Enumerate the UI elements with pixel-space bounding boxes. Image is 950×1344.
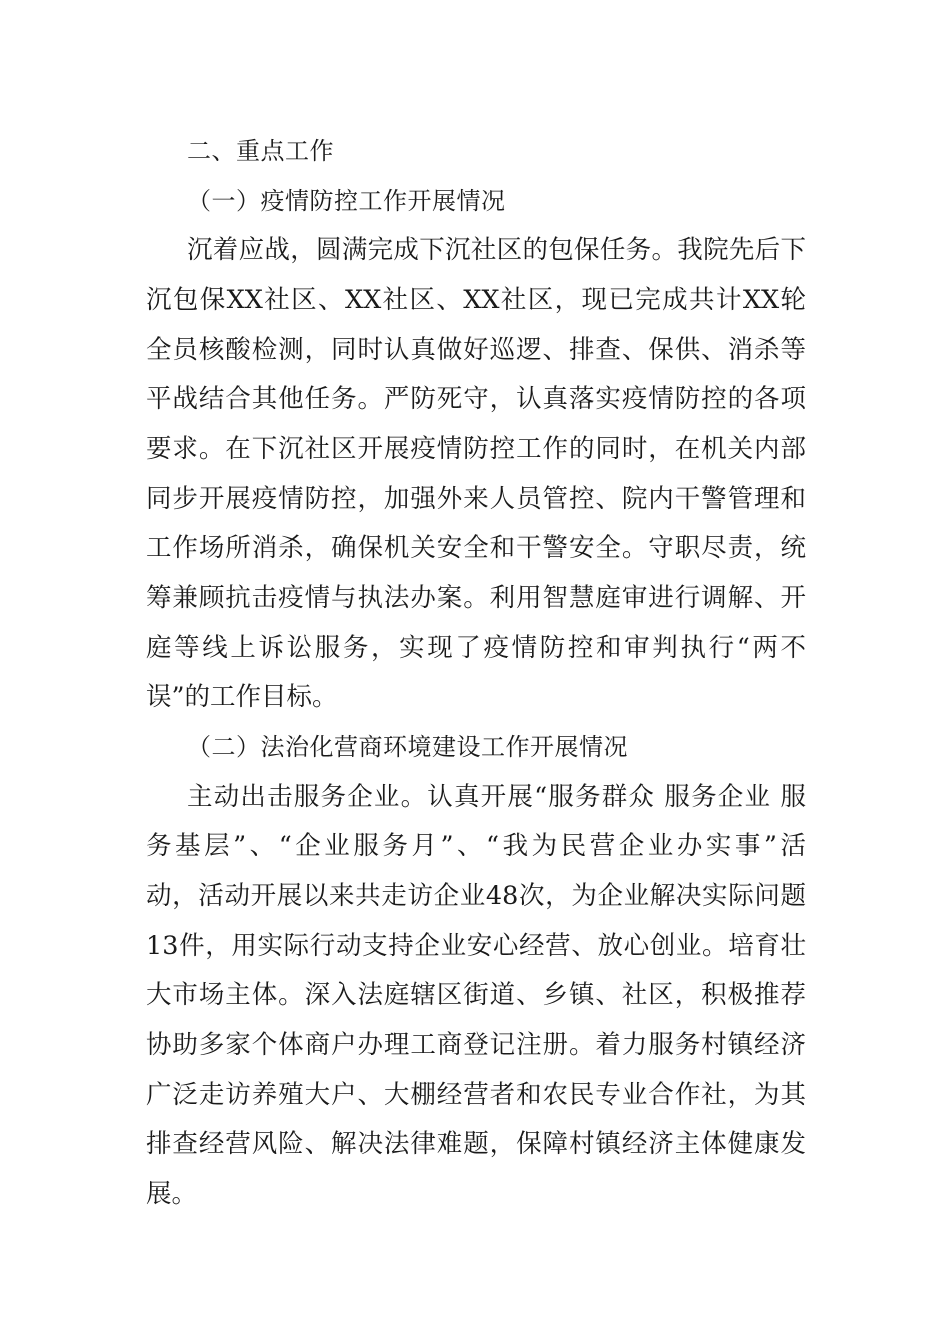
- paragraph-line: 要求。在下沉社区开展疫情防控工作的同时，在机关内部: [146, 434, 806, 464]
- paragraph-line: 务基层”、“企业服务月”、“我为民营企业办实事”活: [146, 831, 806, 861]
- section-title: 二、重点工作: [187, 137, 334, 165]
- paragraph-line: 误”的工作目标。: [146, 682, 338, 712]
- subsection-title-epidemic: （一）疫情防控工作开展情况: [187, 187, 506, 215]
- subsection-title-business: （二）法治化营商环境建设工作开展情况: [187, 733, 628, 761]
- paragraph-line: 全员核酸检测，同时认真做好巡逻、排查、保供、消杀等: [146, 335, 806, 365]
- paragraph-line: 平战结合其他任务。严防死守，认真落实疫情防控的各项: [146, 384, 806, 414]
- paragraph-line: 展。: [146, 1179, 198, 1209]
- paragraph-line: 庭等线上诉讼服务，实现了疫情防控和审判执行“两不: [146, 633, 806, 663]
- paragraph-line: 筹兼顾抗击疫情与执法办案。利用智慧庭审进行调解、开: [146, 583, 806, 613]
- paragraph-line: 协助多家个体商户办理工商登记注册。着力服务村镇经济: [146, 1030, 806, 1060]
- paragraph-line: 主动出击服务企业。认真开展“服务群众 服务企业 服: [187, 782, 806, 812]
- paragraph-line: 沉着应战，圆满完成下沉社区的包保任务。我院先后下: [187, 235, 806, 265]
- paragraph-line: 同步开展疫情防控，加强外来人员管控、院内干警管理和: [146, 484, 806, 514]
- paragraph-line: 大市场主体。深入法庭辖区街道、乡镇、社区，积极推荐: [146, 980, 806, 1010]
- paragraph-line: 动，活动开展以来共走访企业48次，为企业解决实际问题: [146, 881, 806, 911]
- paragraph-line: 沉包保XX社区、XX社区、XX社区，现已完成共计XX轮: [146, 285, 806, 315]
- paragraph-line: 工作场所消杀，确保机关安全和干警安全。守职尽责，统: [146, 533, 806, 563]
- paragraph-line: 13件，用实际行动支持企业安心经营、放心创业。培育壮: [146, 931, 806, 961]
- paragraph-line: 排查经营风险、解决法律难题，保障村镇经济主体健康发: [146, 1129, 806, 1159]
- paragraph-line: 广泛走访养殖大户、大棚经营者和农民专业合作社，为其: [146, 1080, 806, 1110]
